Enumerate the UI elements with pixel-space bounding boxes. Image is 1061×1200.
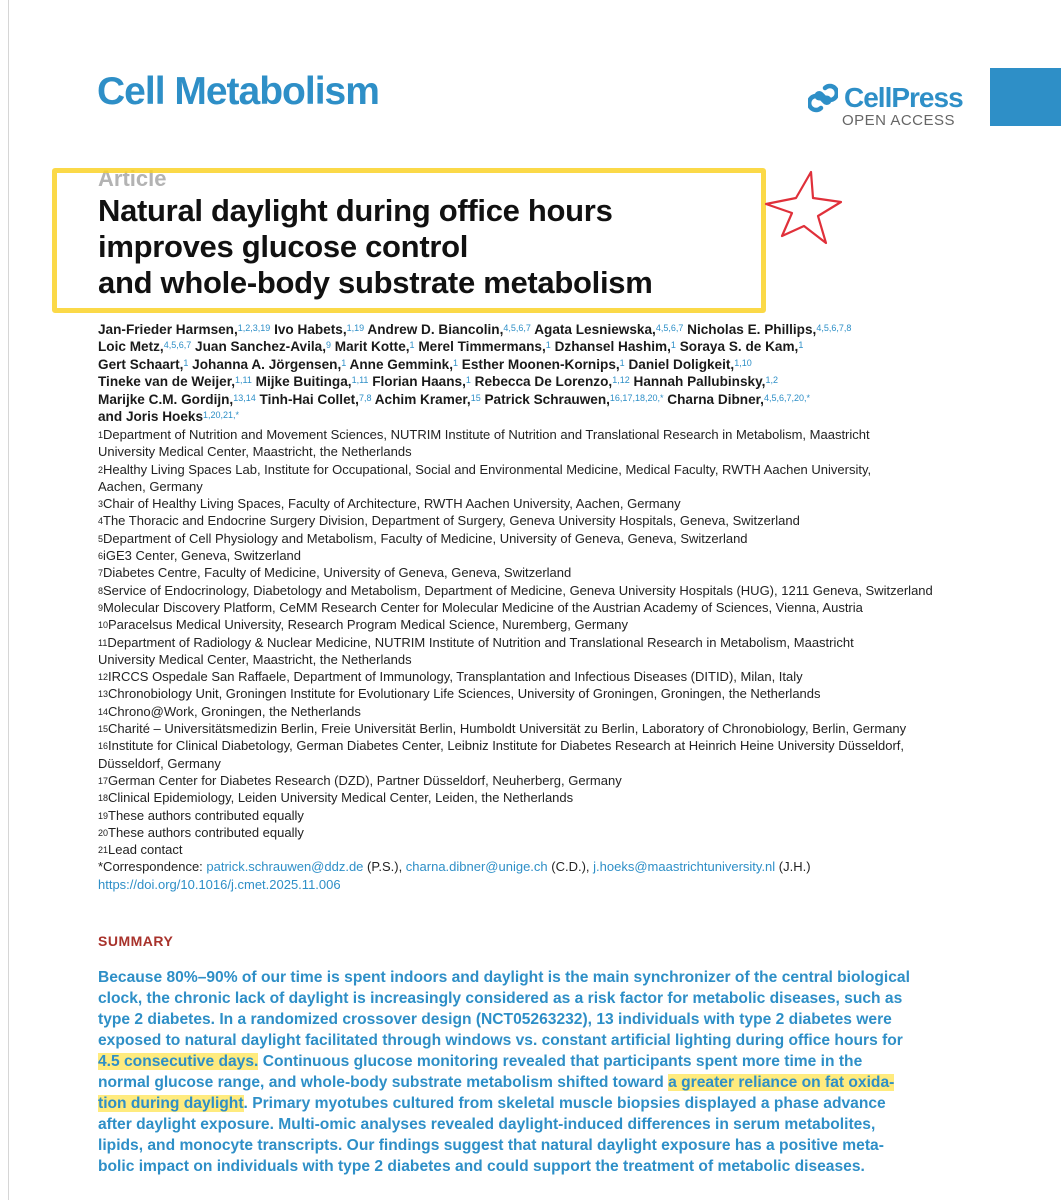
author-affiliation-ref: 9 (325, 340, 331, 351)
author-name[interactable]: Rebecca De Lorenzo, (470, 374, 613, 390)
affiliation-number: 9 (98, 602, 104, 613)
affiliation-line (98, 651, 933, 668)
affiliation-line (98, 824, 933, 841)
author-affiliation-ref: 1,20,21,* (203, 410, 240, 421)
affiliation-number: 16 (98, 741, 109, 752)
affiliation-number: 11 (98, 637, 108, 648)
affiliation-number: 20 (98, 827, 109, 838)
author-name[interactable]: Florian Haans, (368, 374, 466, 390)
affiliation-line (98, 495, 933, 512)
summary-heading: SUMMARY (98, 933, 174, 949)
summary-text-run: type 2 diabetes. In a randomized crossover design (NCT05263232), 13 individuals with type 2 diabetes were (98, 1011, 892, 1028)
affiliation-line (98, 564, 933, 581)
open-access-label: OPEN ACCESS (842, 112, 956, 129)
author-name[interactable]: Jan-Frieder Harmsen, (98, 322, 238, 337)
author-affiliation-ref: 1 (545, 340, 551, 351)
author-affiliation-ref: 1,2 (765, 375, 778, 386)
author-line (98, 391, 851, 408)
affiliation-line (98, 461, 933, 478)
doi-line (98, 876, 933, 893)
page-edge-line (8, 0, 9, 1200)
affiliation-line (98, 720, 933, 737)
author-affiliation-ref: 1,19 (346, 323, 365, 333)
author-name[interactable]: Charna Dibner, (663, 391, 764, 407)
affiliation-line (98, 685, 933, 702)
author-affiliation-ref: 16,17,18,20,* (609, 392, 664, 403)
affiliation-text: Molecular Discovery Platform, CeMM Research Center for Molecular Medicine of the Austrian Academy of Sciences, Vienna, Austria (103, 599, 863, 615)
summary-text-run: Continuous glucose monitoring revealed that participants spent more time in the (258, 1053, 863, 1070)
author-affiliation-ref: 4,5,6,7,8 (816, 323, 852, 333)
affiliation-line (98, 599, 933, 616)
author-affiliation-ref: 1 (183, 357, 189, 368)
summary-line (98, 1051, 910, 1072)
summary-text-run: . Primary myotubes cultured from skeletal muscle biopsies displayed a phase advance (243, 1095, 886, 1112)
cellpress-logo (808, 82, 963, 114)
author-name[interactable]: Agata Lesniewska, (530, 322, 656, 337)
author-line (98, 321, 851, 338)
affiliation-number: 7 (98, 568, 104, 579)
author-line (98, 356, 851, 373)
affiliation-line (98, 478, 933, 495)
title-line: Natural daylight during office hours (98, 193, 613, 228)
author-name[interactable]: Juan Sanchez-Avila, (191, 339, 326, 355)
author-name[interactable]: Ivo Habets, (270, 322, 347, 337)
author-name[interactable]: Hannah Pallubinsky, (629, 374, 766, 390)
affiliation-text: Chair of Healthy Living Spaces, Faculty of Architecture, RWTH Aachen University, Aachen, Germany (103, 496, 681, 512)
author-affiliation-ref: 7,8 (358, 392, 372, 403)
article-type-label: Article (98, 166, 167, 191)
summary-text-run: clock, the chronic lack of daylight is increasingly considered as a risk factor for metabolic diseases, such as (98, 990, 903, 1007)
author-affiliation-ref: 1,11 (351, 375, 369, 386)
author-line (98, 408, 851, 425)
summary-text-run: normal glucose range, and whole-body substrate metabolism shifted toward (98, 1074, 669, 1091)
affiliation-text: iGE3 Center, Geneva, Switzerland (103, 548, 302, 564)
doi-link[interactable]: https://doi.org/10.1016/j.cmet.2025.11.006 (98, 876, 341, 892)
author-name[interactable]: Gert Schaart, (98, 356, 184, 372)
affiliation-text: Healthy Living Spaces Lab, Institute for Occupational, Social and Environmental Medicine, Medical Faculty, RWTH Aachen University, (103, 461, 872, 477)
author-name[interactable]: Patrick Schrauwen, (480, 391, 610, 407)
affiliation-number: 13 (98, 689, 109, 700)
summary-line (98, 1093, 910, 1114)
author-name[interactable]: Andrew D. Biancolin, (364, 322, 504, 337)
affiliation-list (98, 426, 933, 893)
affiliation-number: 12 (98, 672, 109, 683)
affiliation-line (98, 737, 933, 754)
cellpress-logo-icon (808, 83, 838, 113)
author-affiliation-ref: 1,12 (612, 375, 630, 386)
author-affiliation-ref: 13,14 (233, 392, 256, 403)
correspondence-line (98, 858, 933, 875)
affiliation-line (98, 616, 933, 633)
author-name[interactable]: Anne Gemmink, (346, 356, 454, 372)
highlighted-text: a greater reliance on fat oxida- (668, 1074, 895, 1091)
affiliation-line (98, 512, 933, 529)
author-affiliation-ref: 1 (409, 340, 415, 351)
author-name[interactable]: Esther Moonen-Kornips, (458, 356, 620, 372)
affiliation-text: IRCCS Ospedale San Raffaele, Department of Immunology, Transplantation and Infectious Diseases (DITID), Milan, Italy (108, 669, 803, 685)
affiliation-line (98, 547, 933, 564)
summary-line (98, 1030, 910, 1051)
affiliation-text: The Thoracic and Endocrine Surgery Division, Department of Surgery, Geneva University Hospitals, Geneva, Switzerland (103, 513, 800, 529)
affiliation-text: Paracelsus Medical University, Research Program Medical Science, Nuremberg, Germany (108, 617, 628, 633)
affiliation-number: 4 (98, 516, 104, 527)
affiliation-text: Department of Nutrition and Movement Sciences, NUTRIM Institute of Nutrition and Translational Research in Metabolism, Maastricht (103, 427, 870, 442)
correspondence-initials: (P.S.), (363, 859, 406, 875)
affiliation-number: 21 (98, 845, 109, 856)
affiliation-number: 19 (98, 810, 109, 821)
affiliation-text: Diabetes Centre, Faculty of Medicine, University of Geneva, Geneva, Switzerland (103, 565, 572, 581)
author-affiliation-ref: 1,2,3,19 (237, 323, 271, 333)
star-annotation-icon (762, 168, 844, 248)
summary-line (98, 1156, 910, 1177)
author-line (98, 338, 851, 355)
author-name[interactable]: Johanna A. Jörgensen, (188, 356, 342, 372)
affiliation-number: 1 (98, 430, 104, 440)
affiliation-text: Clinical Epidemiology, Leiden University Medical Center, Leiden, the Netherlands (108, 790, 574, 806)
publisher-name: CellPress (844, 82, 963, 113)
affiliation-text: University Medical Center, Maastricht, the Netherlands (98, 651, 412, 667)
affiliation-line (98, 426, 933, 443)
affiliation-text: Institute for Clinical Diabetology, German Diabetes Center, Leibniz Institute for Diabetes Research at Heinrich Heine University Düsseldorf, (108, 738, 905, 754)
affiliation-number: 17 (98, 775, 109, 786)
summary-line (98, 1072, 910, 1093)
author-affiliation-ref: 15 (470, 392, 481, 403)
affiliation-line (98, 634, 933, 651)
affiliation-number: 14 (98, 706, 109, 717)
author-affiliation-ref: 4,5,6,7 (163, 340, 192, 351)
author-affiliation-ref: 1 (453, 357, 459, 368)
affiliation-line (98, 703, 933, 720)
summary-text-run: bolic impact on individuals with type 2 diabetes and could support the treatment of metabolic diseases. (98, 1158, 865, 1175)
author-name[interactable]: Marit Kotte, (331, 339, 410, 355)
author-name[interactable]: Nicholas E. Phillips, (683, 322, 817, 337)
author-affiliation-ref: 1,10 (734, 357, 752, 368)
summary-line (98, 1135, 910, 1156)
affiliation-text: Chronobiology Unit, Groningen Institute for Evolutionary Life Sciences, University of Groningen, Groningen, the Netherlands (108, 686, 821, 702)
affiliation-text: Aachen, Germany (98, 478, 203, 494)
affiliation-text: Department of Radiology & Nuclear Medicine, NUTRIM Institute of Nutrition and Translational Research in Metabolism, Maastricht (107, 634, 854, 650)
author-affiliation-ref: 1 (341, 357, 347, 368)
affiliation-text: German Center for Diabetes Research (DZD), Partner Düsseldorf, Neuherberg, Germany (108, 772, 622, 788)
affiliation-number: 8 (98, 585, 104, 596)
affiliation-number: 15 (98, 724, 109, 735)
affiliation-number: 2 (98, 464, 104, 475)
affiliation-text: Lead contact (108, 842, 183, 858)
affiliation-line (98, 443, 933, 460)
author-name[interactable]: Dzhansel Hashim, (550, 339, 671, 355)
email-link[interactable]: patrick.schrauwen@ddz.de (206, 859, 364, 875)
affiliation-line (98, 755, 933, 772)
author-affiliation-ref: 1 (465, 375, 471, 386)
author-name[interactable]: Achim Kramer, (371, 391, 471, 407)
affiliation-text: These authors contributed equally (108, 824, 304, 840)
summary-line (98, 988, 910, 1009)
affiliation-line (98, 772, 933, 789)
author-affiliation-ref: 4,5,6,7,20,* (763, 392, 810, 403)
affiliation-line (98, 668, 933, 685)
affiliation-line (98, 582, 933, 599)
affiliation-text: These authors contributed equally (108, 807, 304, 823)
affiliation-number: 10 (98, 620, 109, 631)
summary-line (98, 1114, 910, 1135)
affiliation-text: Düsseldorf, Germany (98, 755, 221, 771)
affiliation-number: 3 (98, 499, 104, 510)
title-highlight-box (52, 168, 766, 313)
email-link[interactable]: j.hoeks@maastrichtuniversity.nl (593, 859, 776, 875)
affiliation-line (98, 530, 933, 547)
affiliation-text: Service of Endocrinology, Diabetology and Metabolism, Department of Medicine, Geneva University Hospitals (HUG), 1211 Geneva, Switzerland (103, 582, 933, 598)
affiliation-number: 6 (98, 551, 104, 562)
title-line: and whole-body substrate metabolism (98, 265, 653, 300)
affiliation-number: 18 (98, 793, 109, 804)
author-list (98, 321, 851, 425)
title-line: improves glucose control (98, 229, 469, 264)
author-affiliation-ref: 4,5,6,7 (655, 323, 684, 333)
journal-title: Cell Metabolism (97, 70, 379, 113)
summary-text (98, 967, 910, 1177)
correspondence-initials: (C.D.), (547, 859, 594, 875)
affiliation-number: 5 (98, 533, 104, 544)
affiliation-line (98, 807, 933, 824)
summary-text-run: exposed to natural daylight facilitated through windows vs. constant artificial lighting during office hours for (98, 1032, 903, 1049)
author-line (98, 373, 851, 390)
author-name[interactable]: Marijke C.M. Gordijn, (98, 391, 234, 407)
author-name[interactable]: Daniel Doligkeit, (624, 356, 735, 372)
author-affiliation-ref: 4,5,6,7 (503, 323, 531, 333)
author-affiliation-ref: 1 (798, 340, 804, 351)
author-affiliation-ref: 1 (619, 357, 625, 368)
summary-line (98, 967, 910, 988)
author-name[interactable]: Mijke Buitinga, (251, 374, 352, 390)
author-name[interactable]: Tineke van de Weijer, (98, 374, 236, 390)
author-name[interactable]: Tinh-Hai Collet, (255, 391, 359, 407)
affiliation-text: Department of Cell Physiology and Metabolism, Faculty of Medicine, University of Geneva, Geneva, Switzerland (103, 530, 748, 546)
highlighted-text: 4.5 consecutive days. (98, 1053, 259, 1070)
summary-text-run: after daylight exposure. Multi-omic analyses revealed daylight-induced differences in serum metabolites, (98, 1116, 876, 1133)
summary-text-run: lipids, and monocyte transcripts. Our findings suggest that natural daylight exposure has a positive meta- (98, 1137, 884, 1154)
affiliation-line (98, 789, 933, 806)
correspondence-prefix: *Correspondence: (98, 859, 207, 875)
author-affiliation-ref: 1,11 (235, 375, 252, 386)
summary-line (98, 1009, 910, 1030)
highlighted-text: tion during daylight (98, 1095, 244, 1112)
author-name[interactable]: and Joris Hoeks (98, 409, 204, 425)
affiliation-line (98, 841, 933, 858)
affiliation-text: Charité – Universitätsmedizin Berlin, Freie Universität Berlin, Humboldt Universität zu Berlin, Laboratory of Chronobiology, Berlin, Germany (108, 721, 907, 737)
author-name[interactable]: Soraya S. de Kam, (675, 339, 799, 355)
correspondence-initials: (J.H.) (775, 859, 811, 875)
summary-text-run: Because 80%–90% of our time is spent indoors and daylight is the main synchronizer of the central biological (98, 969, 910, 986)
author-affiliation-ref: 1 (670, 340, 676, 351)
corner-tab (990, 68, 1061, 126)
affiliation-text: Chrono@Work, Groningen, the Netherlands (108, 703, 361, 719)
author-name[interactable]: Merel Timmermans, (414, 339, 546, 355)
affiliation-text: University Medical Center, Maastricht, the Netherlands (98, 444, 412, 460)
email-link[interactable]: charna.dibner@unige.ch (405, 859, 548, 875)
author-name[interactable]: Loic Metz, (98, 339, 164, 355)
